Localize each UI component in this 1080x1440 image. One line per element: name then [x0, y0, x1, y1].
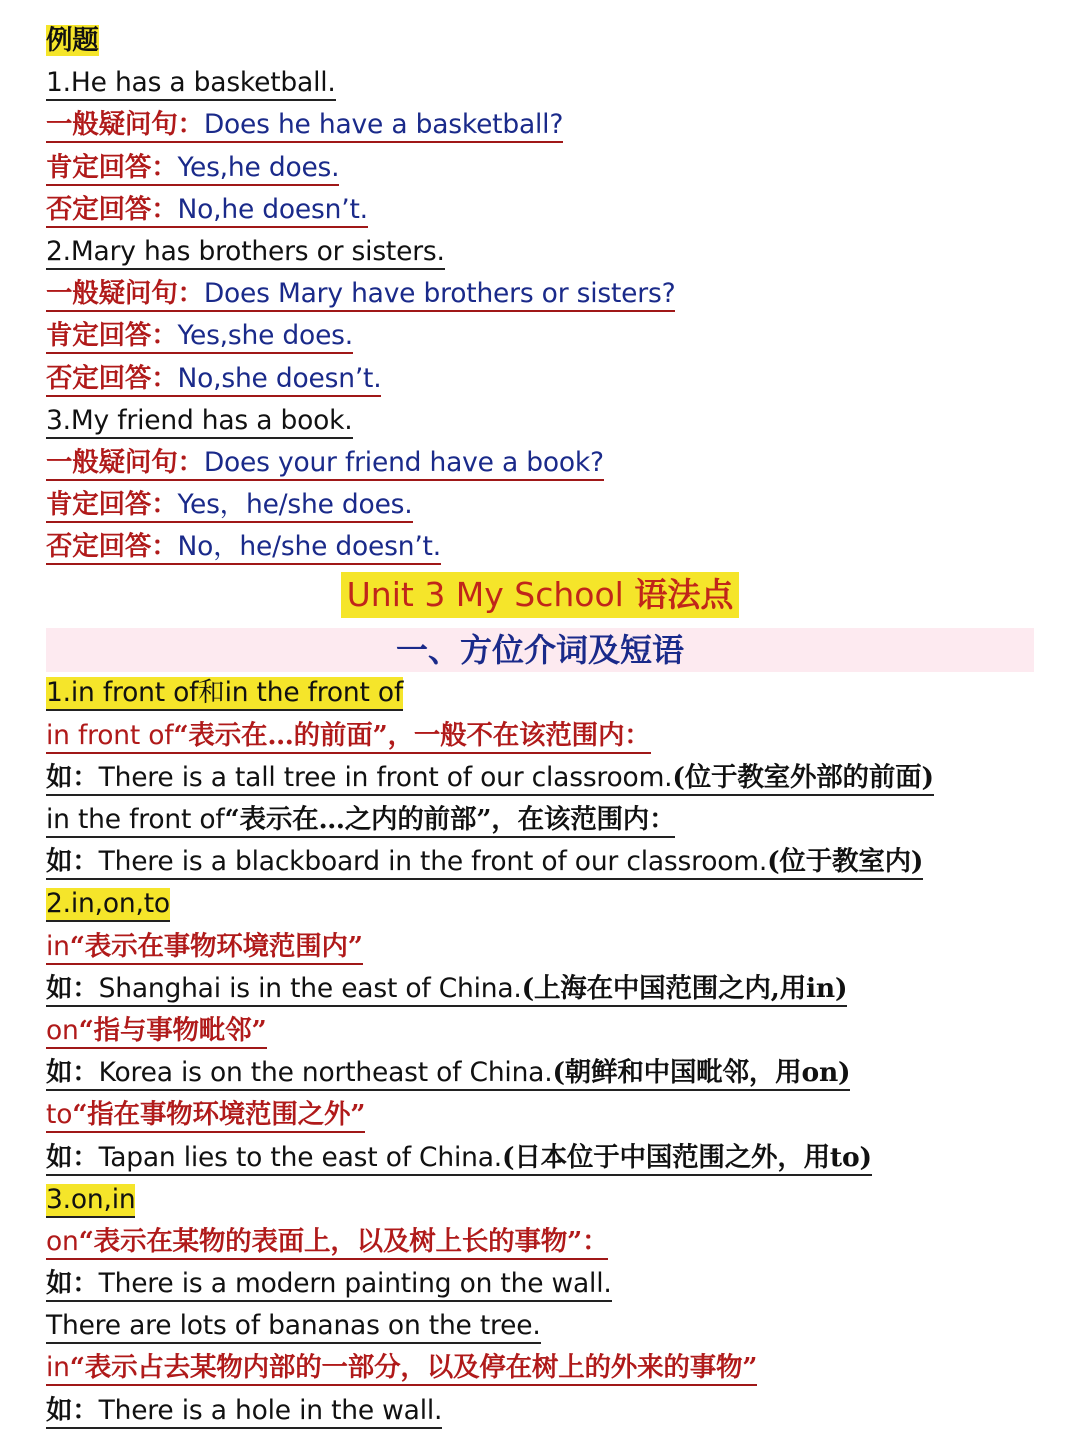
example-prefix: 如： — [46, 761, 99, 793]
h3-line-3 — [0, 1305, 1080, 1347]
rule-term: to — [46, 1099, 73, 1131]
example-cn: (位于教室内) — [767, 846, 924, 878]
no-label: 否定回答： — [46, 193, 178, 225]
rule-line — [46, 1015, 267, 1049]
rule-line — [46, 1226, 608, 1260]
unit-title-row — [0, 568, 1080, 622]
example-cn: (朝鲜和中国毗邻，用on) — [552, 1057, 851, 1089]
rule-desc: “表示占去某物内部的一部分，以及停在树上的外来的事物” — [69, 1352, 758, 1384]
example-2-yes — [0, 315, 1080, 357]
rule-term: in the front of — [46, 804, 225, 835]
section-heading: 一、方位介词及短语 — [46, 628, 1034, 672]
example-cn: (上海在中国范围之内,用in) — [521, 972, 848, 1004]
h1-line-2 — [0, 757, 1080, 799]
no-line — [46, 531, 441, 565]
example-3-question — [0, 442, 1080, 484]
example-3-sentence — [0, 400, 1080, 442]
h3-line-1 — [0, 1221, 1080, 1263]
rule-line — [46, 720, 651, 754]
example-header-line — [0, 20, 1080, 62]
heading-text: 2.in,on,to — [46, 888, 170, 922]
example-en: Korea is on the northeast of China. — [98, 1057, 553, 1089]
rule-desc: “表示在事物环境范围内” — [69, 930, 363, 962]
rule-line — [46, 1352, 757, 1386]
rule-term: in — [46, 930, 70, 962]
example-en: There is a tall tree in front of our classroom. — [98, 761, 673, 793]
example-3-no — [0, 526, 1080, 568]
example-cn: (位于教室外部的前面) — [672, 761, 934, 793]
example-cn: (日本位于中国范围之外，用to) — [501, 1141, 872, 1173]
no-text: No,she doesn’t. — [177, 362, 382, 394]
example-en: There is a modern painting on the wall. — [98, 1268, 612, 1300]
example-1-yes — [0, 147, 1080, 189]
rule-term: on — [46, 1225, 79, 1257]
question-line — [46, 109, 563, 143]
h3-line-2 — [0, 1263, 1080, 1305]
rule-line — [46, 931, 363, 965]
example-prefix: 如： — [46, 1268, 99, 1300]
h2-line-1 — [0, 926, 1080, 968]
rule-term: on — [46, 1014, 79, 1046]
example-tag: 例题 — [46, 25, 99, 56]
yes-text: Yes,she does. — [177, 320, 353, 352]
no-label: 否定回答： — [46, 531, 178, 563]
rule-desc: “表示在…之内的前部”，在该范围内： — [224, 804, 676, 835]
example-sentence: 3.My friend has a book. — [46, 405, 353, 439]
unit-title — [341, 572, 740, 618]
rule-desc: “指与事物毗邻” — [78, 1014, 267, 1046]
yes-line — [46, 320, 353, 354]
h1-line-4 — [0, 841, 1080, 883]
rule-line — [46, 1099, 365, 1133]
example-sentence: 2.Mary has brothers or sisters. — [46, 236, 445, 270]
grammar-heading-3 — [0, 1179, 1080, 1221]
heading-text: 3.on,in — [46, 1184, 135, 1218]
yes-label: 肯定回答： — [46, 489, 178, 521]
grammar-heading-2 — [0, 883, 1080, 925]
yes-label: 肯定回答： — [46, 151, 178, 183]
yes-label: 肯定回答： — [46, 320, 178, 352]
example-1-no — [0, 189, 1080, 231]
heading-text: 1.in front of和in the front of — [46, 677, 403, 711]
h2-line-2 — [0, 968, 1080, 1010]
example-en: Shanghai is in the east of China. — [98, 972, 522, 1004]
h2-line-3 — [0, 1010, 1080, 1052]
h2-line-4 — [0, 1052, 1080, 1094]
h2-line-5 — [0, 1094, 1080, 1136]
question-text: Does your friend have a book? — [203, 446, 604, 478]
yes-line — [46, 489, 413, 523]
example-line — [46, 1268, 612, 1302]
rule-line — [46, 804, 675, 838]
no-label: 否定回答： — [46, 362, 178, 394]
yes-text: Yes,he does. — [177, 151, 340, 183]
example-3-yes — [0, 484, 1080, 526]
grammar-heading-1 — [0, 672, 1080, 714]
example-prefix: 如： — [46, 1394, 99, 1426]
h3-line-4 — [0, 1347, 1080, 1389]
example-line — [46, 1057, 850, 1091]
no-text: No，he/she doesn’t. — [177, 531, 441, 563]
example-en: Tapan lies to the east of China. — [98, 1141, 502, 1173]
question-label: 一般疑问句： — [46, 109, 204, 141]
example-prefix: 如： — [46, 972, 99, 1004]
rule-desc: “表示在某物的表面上，以及树上长的事物”： — [78, 1225, 609, 1257]
h2-line-6 — [0, 1137, 1080, 1179]
example-sentence: 1.He has a basketball. — [46, 67, 336, 101]
example-line — [46, 1142, 872, 1176]
no-text: No,he doesn’t. — [177, 193, 368, 225]
question-label: 一般疑问句： — [46, 278, 204, 310]
example-prefix: 如： — [46, 846, 99, 878]
example-2-no — [0, 358, 1080, 400]
example-prefix: 如： — [46, 1141, 99, 1173]
question-text: Does Mary have brothers or sisters? — [203, 278, 676, 310]
question-line — [46, 447, 604, 481]
yes-text: Yes，he/she does. — [177, 489, 413, 521]
yes-line — [46, 152, 339, 186]
example-1-question — [0, 104, 1080, 146]
example-en: There is a blackboard in the front of our classroom. — [98, 846, 768, 878]
example-2-sentence — [0, 231, 1080, 273]
rule-desc: “表示在…的前面”，一般不在该范围内： — [173, 719, 651, 751]
example-1-sentence — [0, 62, 1080, 104]
no-line — [46, 363, 381, 397]
example-line — [46, 973, 847, 1007]
example-en: There are lots of bananas on the tree. — [46, 1310, 541, 1342]
no-line — [46, 194, 368, 228]
rule-desc: “指在事物环境范围之外” — [72, 1099, 366, 1131]
example-line — [46, 762, 934, 796]
example-line — [46, 1310, 541, 1344]
h1-line-1 — [0, 715, 1080, 757]
question-line — [46, 278, 675, 312]
example-en: There is a hole in the wall. — [98, 1394, 443, 1426]
example-2-question — [0, 273, 1080, 315]
unit-title-cn: 语法点 — [634, 575, 734, 615]
example-line — [46, 1395, 442, 1429]
example-line — [46, 846, 923, 880]
h1-line-3 — [0, 799, 1080, 841]
question-label: 一般疑问句： — [46, 446, 204, 478]
rule-term: in — [46, 1352, 70, 1384]
rule-term: in front of — [46, 719, 174, 751]
h3-line-5 — [0, 1390, 1080, 1432]
example-prefix: 如： — [46, 1057, 99, 1089]
unit-title-en: Unit 3 My School — [346, 575, 635, 615]
question-text: Does he have a basketball? — [203, 109, 564, 141]
